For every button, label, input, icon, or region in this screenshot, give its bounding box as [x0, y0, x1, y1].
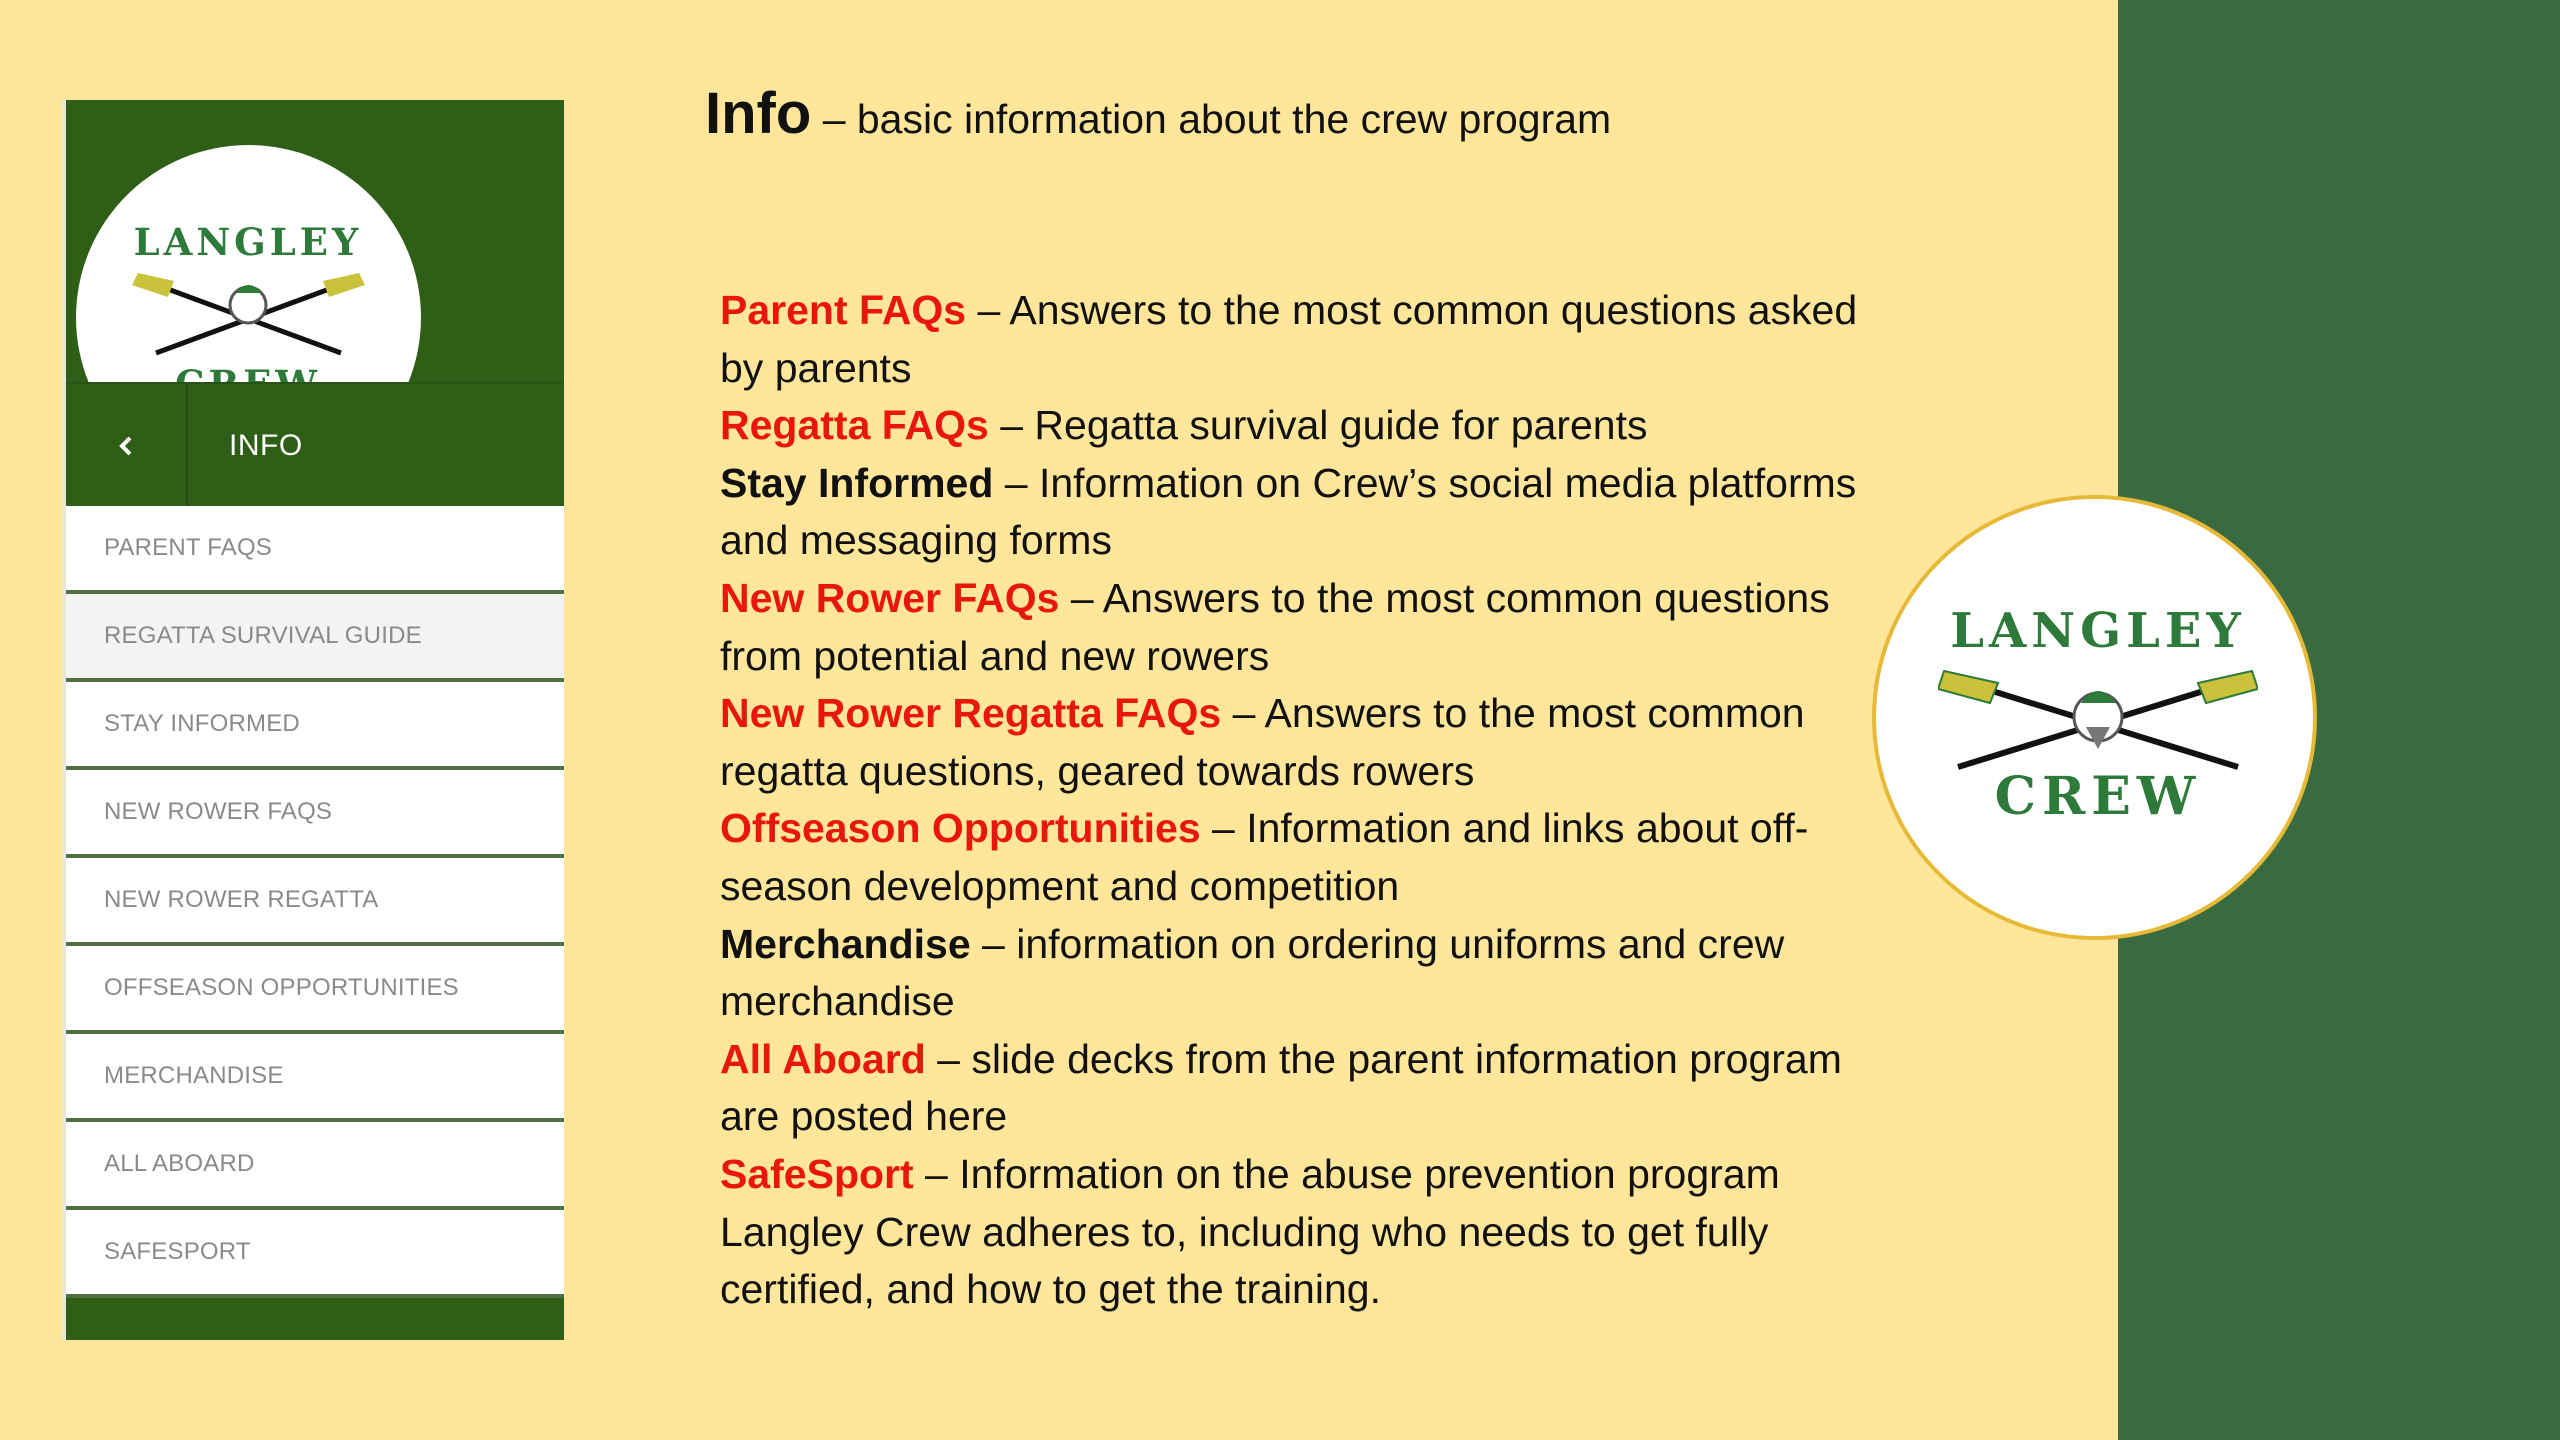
big-oar-blade-right [2198, 671, 2258, 703]
info-entries [720, 282, 1890, 1319]
entry-desc: – slide decks from the parent information program are posted here [720, 1035, 1842, 1140]
logo-text-top: LANGLEY [133, 220, 363, 264]
page-title-subtitle: – basic information about the crew program [811, 96, 1612, 142]
entry-name: Parent FAQs [720, 287, 967, 333]
entry-regatta-faqs [720, 397, 1890, 455]
entry-name: Offseason Opportunities [720, 805, 1201, 852]
oar-blade-left [132, 273, 174, 297]
back-button[interactable] [66, 384, 188, 508]
entry-stay-informed [720, 455, 1890, 570]
entry-desc: – Answers to the most common regatta questions, geared towards rowers [720, 690, 1805, 794]
entry-desc: – Answers to the most common questions from potential and new rowers [720, 574, 1830, 679]
big-logo-circle [1872, 495, 2317, 940]
big-logo-text-top: LANGLEY [1950, 603, 2246, 659]
menu-section-bar [66, 382, 564, 508]
menu-item-new-rower-regatta[interactable]: NEW ROWER REGATTA [66, 858, 564, 946]
logo-text-bottom [175, 362, 321, 382]
menu-list [66, 506, 564, 1298]
entry-name: SafeSport [720, 1150, 914, 1197]
entry-name: Merchandise [720, 920, 971, 967]
entry-desc: – information on ordering uniforms and crew merchandise [720, 920, 1785, 1025]
entry-name: Stay Informed [720, 459, 994, 506]
entry-name: New Rower FAQs [720, 574, 1060, 621]
entry-name: New Rower Regatta FAQs [720, 690, 1222, 737]
entry-offseason-opportunities [720, 800, 1890, 915]
entry-new-rower-faqs [720, 570, 1890, 685]
menu-item-regatta-survival-guide[interactable]: REGATTA SURVIVAL GUIDE [66, 594, 564, 682]
menu-item-all-aboard[interactable]: ALL ABOARD [66, 1122, 564, 1210]
entry-desc: – Regatta survival guide for parents [988, 402, 1648, 449]
menu-item-safesport[interactable]: SAFESPORT [66, 1210, 564, 1298]
entry-desc: – Answers to the most common questions asked by parents [720, 287, 1858, 391]
oar-blade-right [323, 273, 365, 297]
menu-header [66, 100, 564, 382]
header-logo-circle [76, 145, 421, 382]
big-oar-blade-left [1938, 671, 1998, 703]
page-title [705, 80, 1611, 147]
entry-safesport [720, 1146, 1890, 1319]
menu-section-title: INFO [229, 429, 303, 462]
langley-crew-logo-large [1938, 599, 2258, 824]
entry-name: All Aboard [720, 1035, 926, 1082]
entry-desc: – Information and links about off-season development and competition [720, 805, 1809, 909]
entry-desc: – Information on the abuse prevention program Langley Crew adheres to, including who needs to get fully certified, and how to get the training. [720, 1150, 1780, 1313]
menu-item-new-rower-faqs[interactable]: NEW ROWER FAQS [66, 770, 564, 858]
menu-item-parent-faqs[interactable]: PARENT FAQS [66, 506, 564, 594]
entry-parent-faqs [720, 282, 1890, 397]
entry-name: Regatta FAQs [720, 402, 989, 449]
entry-all-aboard [720, 1031, 1890, 1146]
page-title-strong: Info [705, 81, 812, 146]
menu-item-merchandise[interactable]: MERCHANDISE [66, 1034, 564, 1122]
side-menu [62, 100, 564, 1340]
entry-desc: – Information on Crew’s social media platforms and messaging forms [720, 459, 1857, 564]
menu-item-offseason-opportunities[interactable]: OFFSEASON OPPORTUNITIES [66, 946, 564, 1034]
big-logo-text-bottom: CREW [1994, 766, 2202, 824]
entry-merchandise [720, 916, 1890, 1031]
menu-item-stay-informed[interactable]: STAY INFORMED [66, 682, 564, 770]
langley-crew-logo [116, 185, 381, 382]
entry-new-rower-regatta-faqs [720, 685, 1890, 800]
chevron-left-icon [114, 432, 138, 460]
